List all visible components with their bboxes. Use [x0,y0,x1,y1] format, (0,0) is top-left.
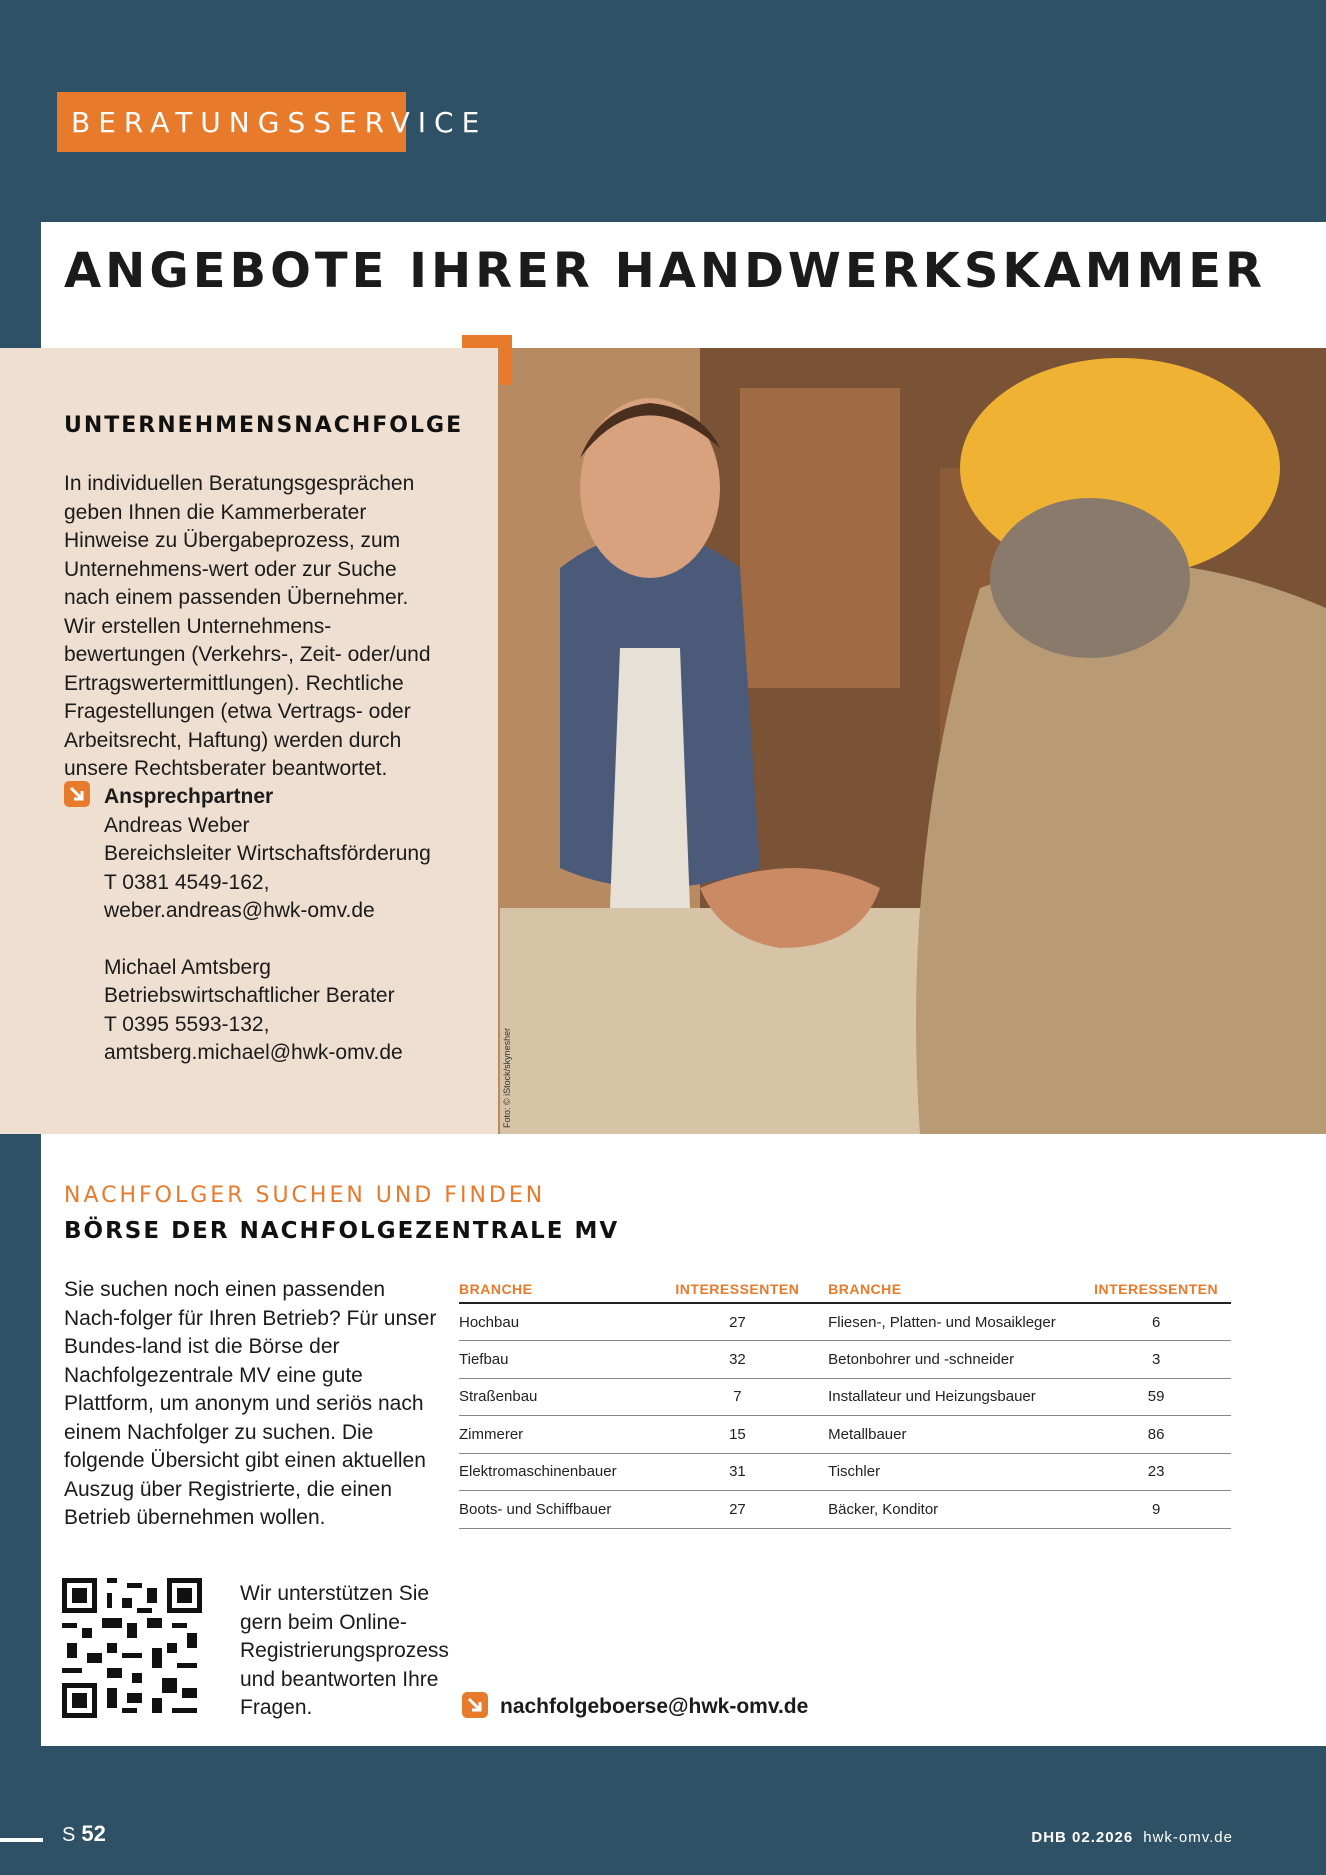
table-row [459,1453,1231,1491]
page-title: ANGEBOTE IHRER HANDWERKSKAMMER [64,243,1267,299]
count-cell: 15 [647,1416,828,1454]
exchange-heading: BÖRSE DER NACHFOLGEZENTRALE MV [64,1218,620,1244]
page-number [62,1821,106,1847]
page-prefix: S [62,1824,76,1846]
contact-email[interactable]: amtsberg.michael@hwk-omv.de [104,1041,403,1064]
branch-cell: Metallbauer [828,1416,1081,1454]
branch-cell: Tischler [828,1453,1081,1491]
exchange-kicker: NACHFOLGER SUCHEN UND FINDEN [64,1183,546,1208]
exchange-email-link[interactable]: nachfolgeboerse@hwk-omv.de [500,1695,809,1718]
count-cell: 3 [1081,1341,1231,1379]
count-cell: 7 [647,1378,828,1416]
support-text: Wir unterstützen Sie gern beim Online-Registrierungsprozess und beantworten Ihre Fragen. [240,1582,449,1719]
count-cell: 59 [1081,1378,1231,1416]
corner-accent [462,335,512,385]
branch-cell: Zimmerer [459,1416,647,1454]
succession-body: In individuellen Beratungsgesprächen geben Ihnen die Kammerberater Hinweise zu Übergabeprozess, zum Unternehmens-wert oder zur Suche nach einem passenden Übernehmer. Wir erstellen Unternehmens-bewertungen (Verkehrs-, Zeit- oder/und Ertragswertermittlungen). Rechtliche Fragestellungen (etwa Vertrags- oder Arbeitsrecht, Haftung) werden durch unsere Rechtsberater beantwortet. [64,472,431,780]
table-header-row [459,1275,1231,1303]
table-row [459,1303,1231,1341]
count-cell: 6 [1081,1303,1231,1341]
succession-heading: UNTERNEHMENSNACHFOLGE [64,413,464,438]
count-cell: 23 [1081,1453,1231,1491]
contact-phone: T 0381 4549-162, [104,870,270,894]
count-cell: 31 [647,1453,828,1491]
footer-meta [1031,1829,1233,1846]
branch-cell: Installateur und Heizungsbauer [828,1378,1081,1416]
branch-cell: Hochbau [459,1303,647,1341]
table-row [459,1378,1231,1416]
qr-code[interactable] [62,1578,202,1718]
contact-label: Ansprechpartner [104,785,274,808]
count-cell: 27 [647,1303,828,1341]
count-cell: 9 [1081,1491,1231,1529]
arrow-icon [462,1692,488,1718]
column-header: BRANCHE [459,1275,647,1303]
branch-cell: Bäcker, Konditor [828,1491,1081,1529]
contact-name: Michael Amtsberg [104,955,271,979]
branch-cell: Tiefbau [459,1341,647,1379]
column-header: INTERESSENTEN [647,1275,828,1303]
count-cell: 86 [1081,1416,1231,1454]
site-label[interactable]: hwk-omv.de [1143,1829,1233,1846]
count-cell: 27 [647,1491,828,1529]
contact-block [104,783,484,1068]
page-number-value: 52 [81,1821,106,1846]
section-badge: BERATUNGSSERVICE [57,92,406,152]
contact-name: Andreas Weber [104,813,250,837]
exchange-intro: Sie suchen noch einen passenden Nach-folger für Ihren Betrieb? Für unser Bundes-land ist die Börse der Nachfolgezentrale MV eine gute Plattform, um anonym und seriös nach einem Nachfolger zu suchen. Die folgende Übersicht gibt einen aktuellen Auszug über Registrierte, die einen Betrieb übernehmen wollen. [64,1278,437,1529]
table-row [459,1416,1231,1454]
branch-cell: Betonbohrer und -schneider [828,1341,1081,1379]
photo-credit: Foto: © iStock/skynesher [502,1027,512,1128]
footer-rule [0,1838,43,1842]
issue-label: DHB 02.2026 [1031,1829,1134,1846]
column-header: BRANCHE [828,1275,1081,1303]
branch-cell: Fliesen-, Platten- und Mosaikleger [828,1303,1081,1341]
column-header: INTERESSENTEN [1081,1275,1231,1303]
contact-phone: T 0395 5593-132, [104,1012,270,1036]
table-row [459,1491,1231,1529]
branch-cell: Boots- und Schiffbauer [459,1491,647,1529]
count-cell: 32 [647,1341,828,1379]
table-row [459,1341,1231,1379]
contact-role: Betriebswirtschaftlicher Berater [104,984,395,1007]
branch-cell: Straßenbau [459,1378,647,1416]
arrow-icon [64,781,90,807]
contact-role: Bereichsleiter Wirtschaftsförderung [104,842,431,865]
contact-email[interactable]: weber.andreas@hwk-omv.de [104,899,375,922]
interest-table [459,1275,1231,1529]
branch-cell: Elektromaschinenbauer [459,1453,647,1491]
